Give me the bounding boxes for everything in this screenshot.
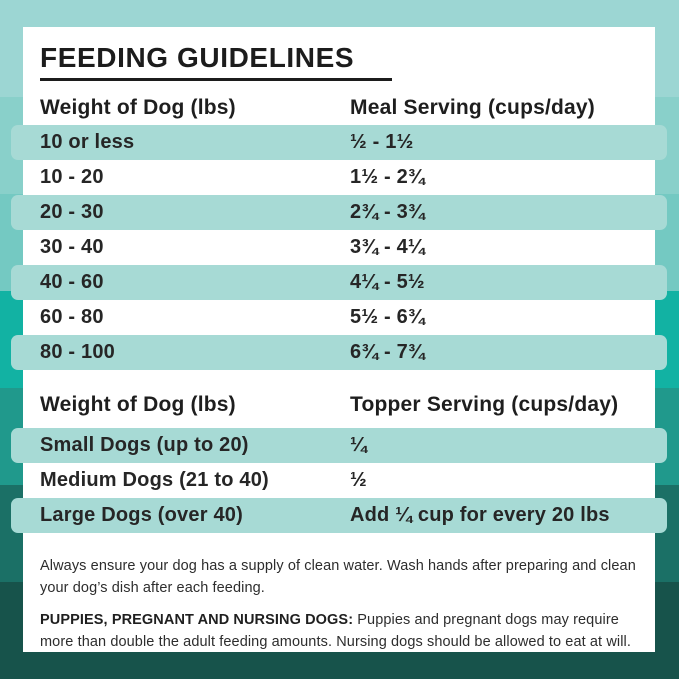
meal-table-header-weight: Weight of Dog (lbs) xyxy=(40,96,236,119)
meal-table-row xyxy=(11,335,667,370)
title-underline xyxy=(40,78,392,81)
weight-cell: Small Dogs (up to 20) xyxy=(40,434,249,456)
weight-cell: 60 - 80 xyxy=(40,306,104,328)
weight-cell: 10 or less xyxy=(40,131,135,153)
weight-cell: Medium Dogs (21 to 40) xyxy=(40,469,269,491)
guidelines-card xyxy=(23,27,655,652)
serving-cell: Add ¼ cup for every 20 lbs xyxy=(350,504,610,526)
weight-cell: 80 - 100 xyxy=(40,341,115,363)
topper-table-header xyxy=(11,390,667,420)
puppies-note-label: PUPPIES, PREGNANT AND NURSING DOGS: xyxy=(40,612,354,628)
meal-table-header-serving: Meal Serving (cups/day) xyxy=(350,96,596,119)
meal-table-row xyxy=(11,160,667,195)
puppies-note-text: Puppies and pregnant dogs may require more than double the adult feeding amounts. Nursing dogs should be allowed to eat at will. xyxy=(40,612,631,650)
serving-cell: ½ - 1½ xyxy=(350,131,414,153)
serving-cell: ½ xyxy=(350,469,367,491)
water-note: Always ensure your dog has a supply of clean water. Wash hands after preparing and clean your dog’s dish after each feeding. xyxy=(40,558,636,596)
serving-cell: 2¾ - 3¾ xyxy=(350,201,425,223)
topper-table-row xyxy=(11,498,667,533)
weight-cell: 30 - 40 xyxy=(40,236,104,258)
serving-cell: 6¾ - 7¾ xyxy=(350,341,425,363)
serving-cell: ¼ xyxy=(350,434,367,456)
topper-table-header-weight: Weight of Dog (lbs) xyxy=(40,393,236,416)
serving-cell: 1½ - 2¾ xyxy=(350,166,425,188)
meal-table-row xyxy=(11,125,667,160)
topper-table-row xyxy=(11,428,667,463)
topper-table-header-serving: Topper Serving (cups/day) xyxy=(350,393,619,416)
weight-cell: 10 - 20 xyxy=(40,166,104,188)
weight-cell: Large Dogs (over 40) xyxy=(40,504,243,526)
meal-table-row xyxy=(11,195,667,230)
serving-cell: 4¼ - 5½ xyxy=(350,271,425,293)
meal-table-row xyxy=(11,265,667,300)
serving-cell: 3¾ - 4¼ xyxy=(350,236,425,258)
weight-cell: 40 - 60 xyxy=(40,271,104,293)
puppies-note xyxy=(40,609,641,653)
meal-table-header xyxy=(11,93,667,123)
meal-table-row xyxy=(11,230,667,265)
page-title: FEEDING GUIDELINES xyxy=(40,42,355,73)
topper-table-row xyxy=(11,463,667,498)
meal-table-row xyxy=(11,300,667,335)
weight-cell: 20 - 30 xyxy=(40,201,104,223)
serving-cell: 5½ - 6¾ xyxy=(350,306,425,328)
